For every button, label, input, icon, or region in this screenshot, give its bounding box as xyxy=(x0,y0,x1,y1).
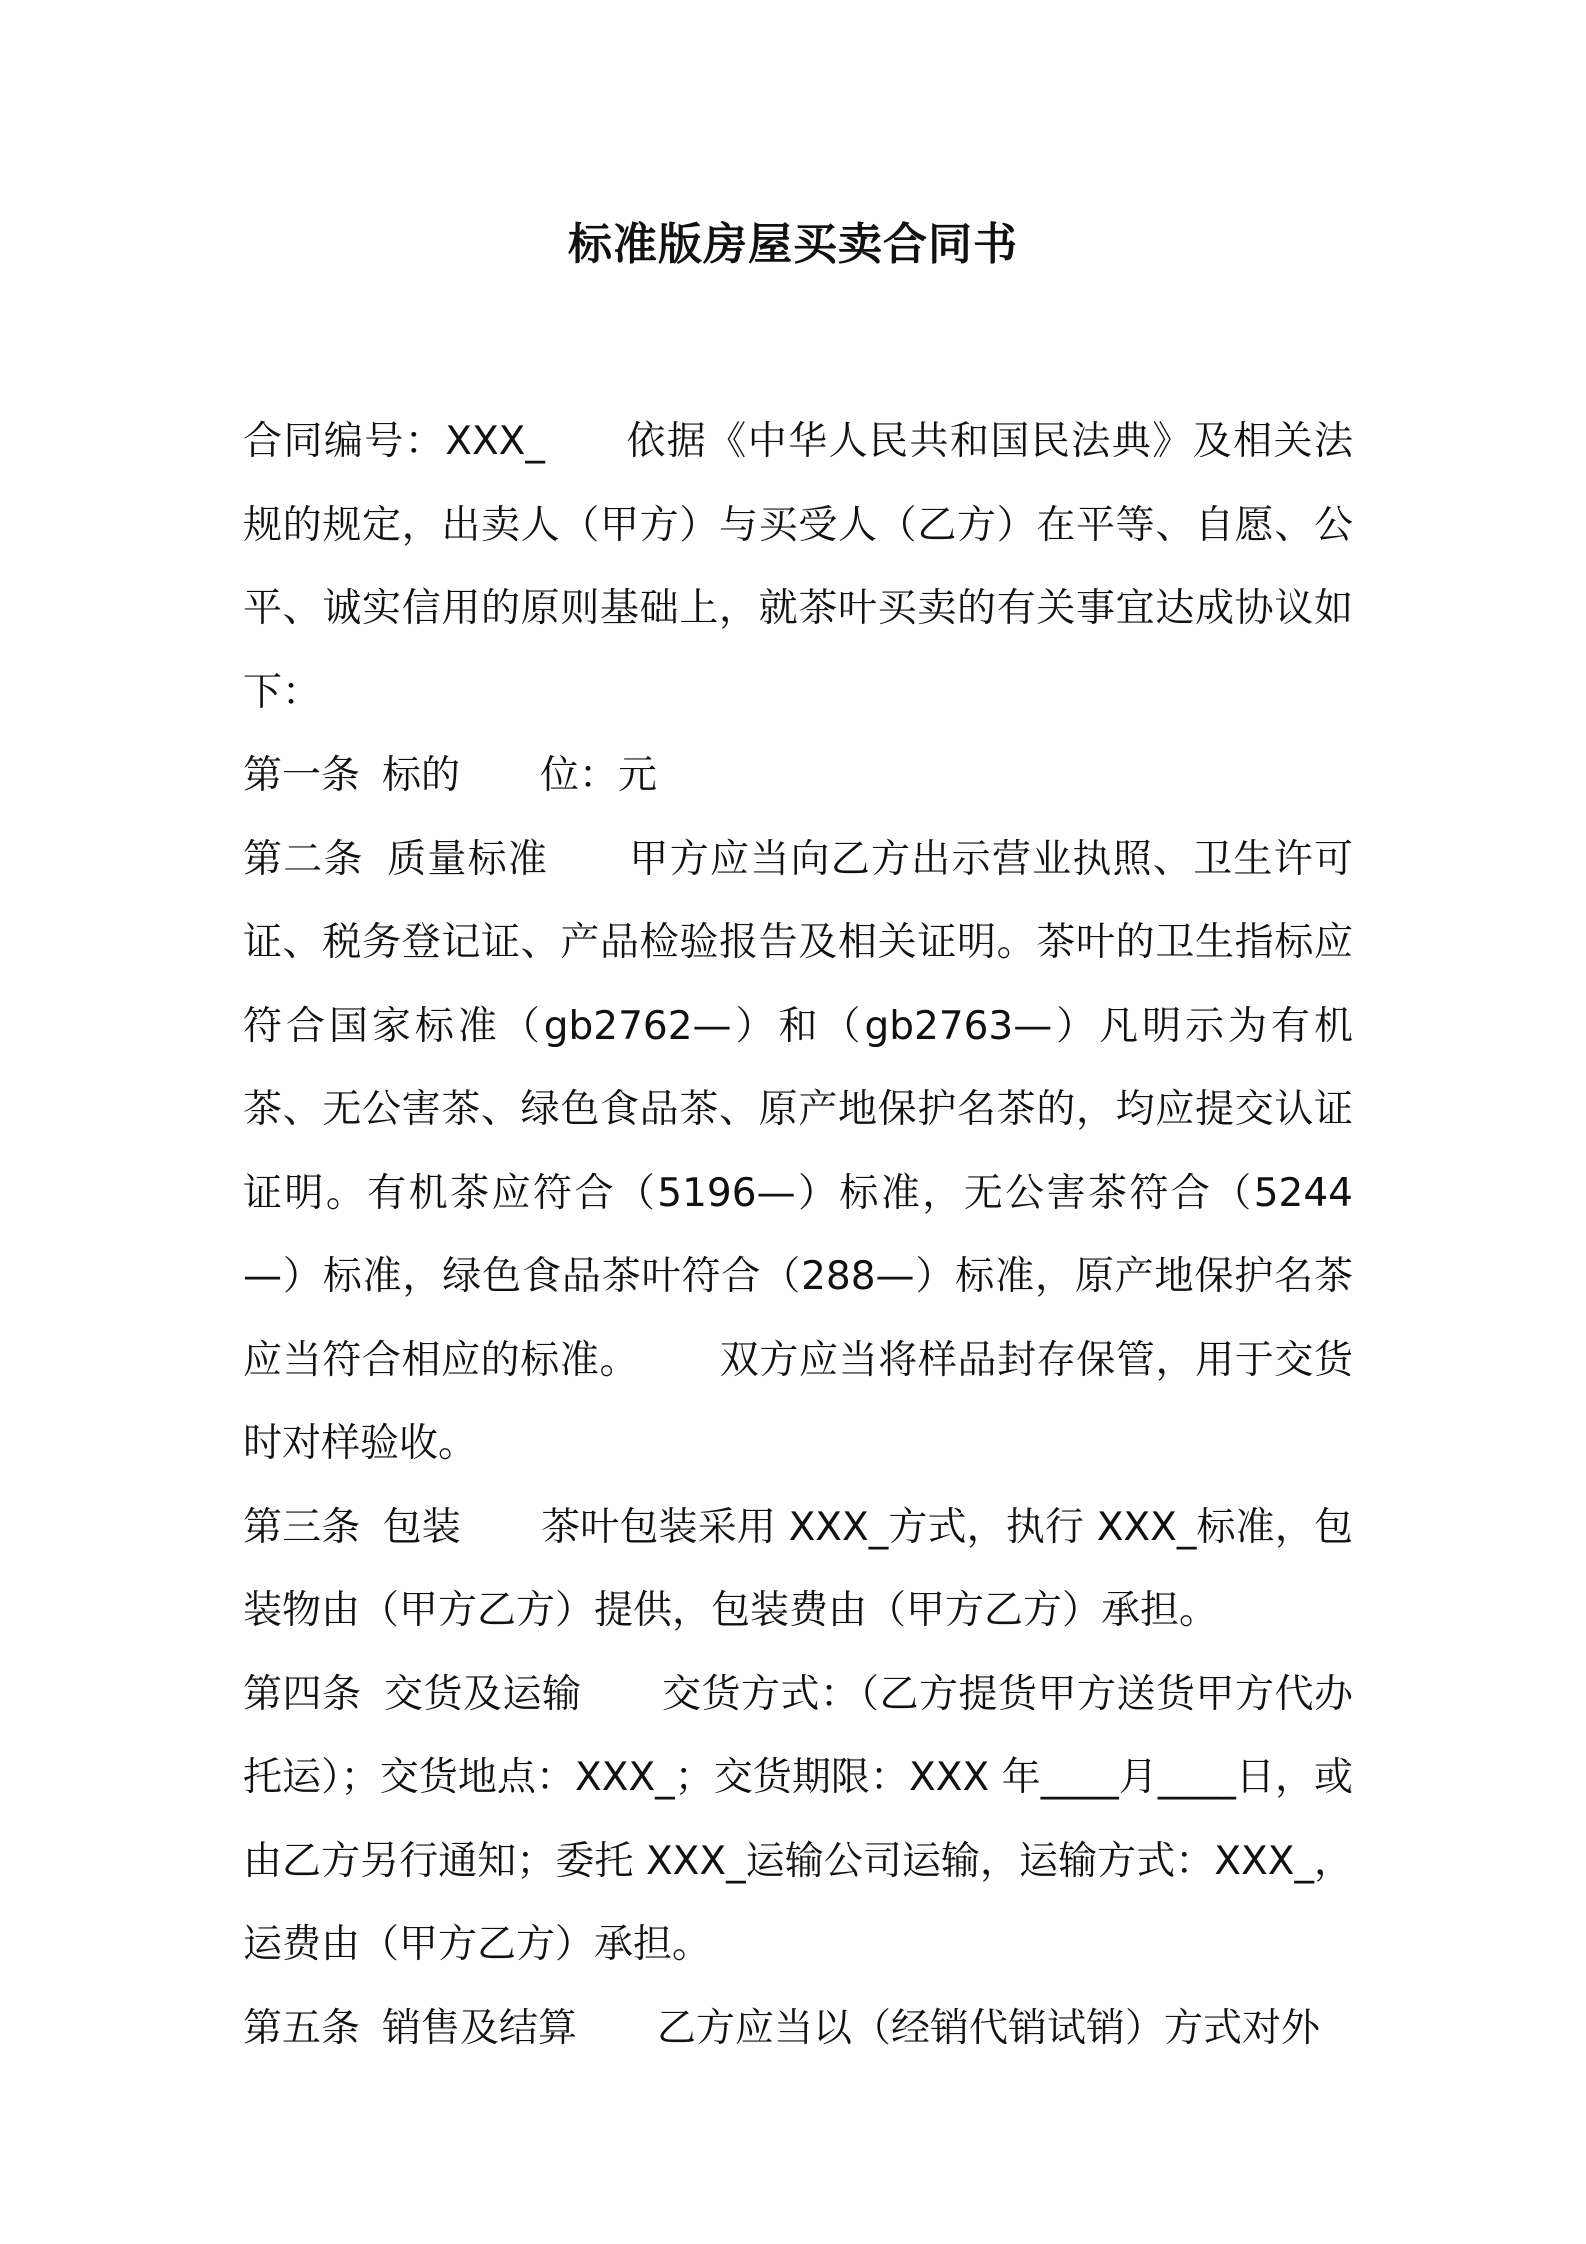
article-1-heading: 第一条 xyxy=(243,753,361,798)
article-3-heading: 第三条 xyxy=(243,1504,361,1550)
intro-paragraph xyxy=(243,400,1353,734)
contract-number: 合同编号：XXX_ xyxy=(243,419,545,464)
article-5-heading: 第五条 xyxy=(243,2005,361,2051)
article-4 xyxy=(243,1653,1353,1987)
article-2-heading: 第二条 xyxy=(243,836,364,882)
article-2-body: 甲方应当向乙方出示营业执照、卫生许可证、税务登记证、产品检验报告及相关证明。茶叶的卫生指标应符合国家标准（gb2762—）和（gb2763—）凡明示为有机茶、无公害茶、绿色食品茶、原产地保护名茶的，均应提交认证证明。有机茶应符合（5196—）标准，无公害茶符合（5244—）标准，绿色食品茶叶符合（288—）标准，原产地保护名茶应当符合相应的标准。 xyxy=(243,836,1353,1383)
article-4-subtitle: 交货及运输 xyxy=(383,1671,582,1717)
intro-text: 依据《中华人民共和国民法典》及相关法规的规定，出卖人（甲方）与买受人（乙方）在平等、自愿、公平、诚实信用的原则基础上，就茶叶买卖的有关事宜达成协议如下： xyxy=(243,419,1353,715)
article-2-body-2: 双方应当将样品封存保管，用于交货时对样验收。 xyxy=(243,1337,1353,1466)
article-4-heading: 第四条 xyxy=(243,1671,362,1717)
article-2 xyxy=(243,818,1353,1486)
document-body xyxy=(243,400,1353,2070)
article-4-body: 交货方式：（乙方提货甲方送货甲方代办托运）；交货地点：XXX_；交货期限：XXX 年____月____日，或由乙方另行通知；委托 XXX_运输公司运输，运输方式：XXX_，运费由（甲方乙方）承担。 xyxy=(243,1671,1353,1967)
article-5-subtitle: 销售及结算 xyxy=(382,2005,578,2051)
article-2-subtitle: 质量标准 xyxy=(385,836,549,882)
article-3-subtitle: 包装 xyxy=(382,1504,461,1550)
article-5-body: 乙方应当以（经销代销试销）方式对外 xyxy=(657,2005,1321,2051)
article-5 xyxy=(243,1987,1353,2071)
document-title: 标准版房屋买卖合同书 xyxy=(568,219,1018,270)
article-1-subtitle: 标的 xyxy=(382,753,461,798)
article-1 xyxy=(243,734,1353,818)
article-3 xyxy=(243,1486,1353,1653)
article-1-body: 位：元 xyxy=(540,753,658,798)
article-3-body: 茶叶包装采用 XXX_方式，执行 XXX_标准，包装物由（甲方乙方）提供，包装费由（甲方乙方）承担。 xyxy=(243,1504,1353,1633)
